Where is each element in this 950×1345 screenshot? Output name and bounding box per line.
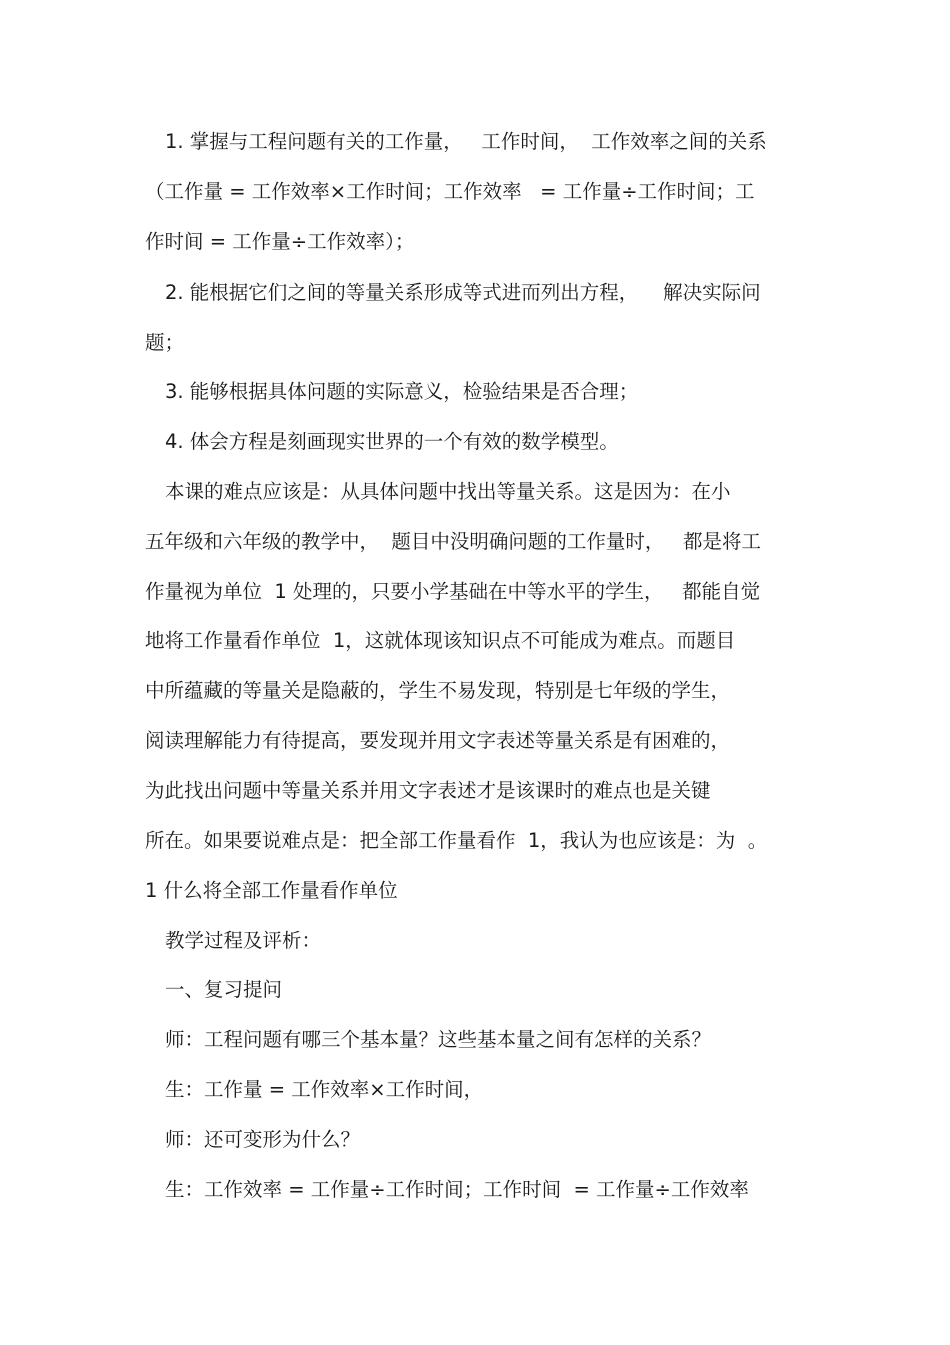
dialogue-teacher: 师：还可变形为什么？ bbox=[165, 1128, 361, 1151]
difficulty-paragraph-cont: 1 什么将全部工作量看作单位 bbox=[145, 879, 398, 902]
difficulty-paragraph-cont: 中所蕴藏的等量关是隐蔽的，学生不易发现，特别是七年级的学生， bbox=[145, 679, 731, 702]
difficulty-paragraph-cont: 为此找出问题中等量关系并用文字表述才是该课时的难点也是关键 bbox=[145, 779, 711, 802]
difficulty-paragraph-cont: 所在。如果要说难点是：把全部工作量看作 1，我认为也应该是：为 。 bbox=[145, 829, 768, 852]
objective-1-cont: 作时间 = 工作量÷工作效率）； bbox=[145, 230, 415, 253]
difficulty-paragraph-cont: 地将工作量看作单位 1，这就体现该知识点不可能成为难点。而题目 bbox=[145, 629, 736, 652]
section-heading-process: 教学过程及评析： bbox=[165, 929, 322, 952]
dialogue-student: 生：工作量 = 工作效率×工作时间， bbox=[165, 1078, 484, 1101]
difficulty-paragraph-cont: 阅读理解能力有待提高，要发现并用文字表述等量关系是有困难的， bbox=[145, 729, 731, 752]
dialogue-teacher: 师：工程问题有哪三个基本量？这些基本量之间有怎样的关系？ bbox=[165, 1028, 712, 1051]
objective-2-cont: 题； bbox=[145, 331, 185, 354]
section-heading-review: 一、复习提问 bbox=[165, 978, 283, 1001]
objective-1: 1. 掌握与工程问题有关的工作量， 工作时间， 工作效率之间的关系 bbox=[165, 130, 767, 153]
objective-4: 4. 体会方程是刻画现实世界的一个有效的数学模型。 bbox=[165, 430, 619, 453]
difficulty-paragraph-cont: 五年级和六年级的教学中， 题目中没明确问题的工作量时， 都是将工 bbox=[145, 530, 761, 553]
dialogue-student: 生：工作效率 = 工作量÷工作时间；工作时间 = 工作量÷工作效率 bbox=[165, 1178, 749, 1201]
objective-2: 2. 能根据它们之间的等量关系形成等式进而列出方程， 解决实际问 bbox=[165, 281, 761, 304]
difficulty-paragraph-cont: 作量视为单位 1 处理的，只要小学基础在中等水平的学生， 都能自觉 bbox=[145, 580, 761, 603]
objective-3: 3. 能够根据具体问题的实际意义，检验结果是否合理； bbox=[165, 380, 639, 403]
objective-1-cont: （工作量 = 工作效率×工作时间；工作效率 = 工作量÷工作时间；工 bbox=[145, 180, 755, 203]
difficulty-paragraph: 本课的难点应该是：从具体问题中找出等量关系。这是因为：在小 bbox=[165, 480, 731, 503]
